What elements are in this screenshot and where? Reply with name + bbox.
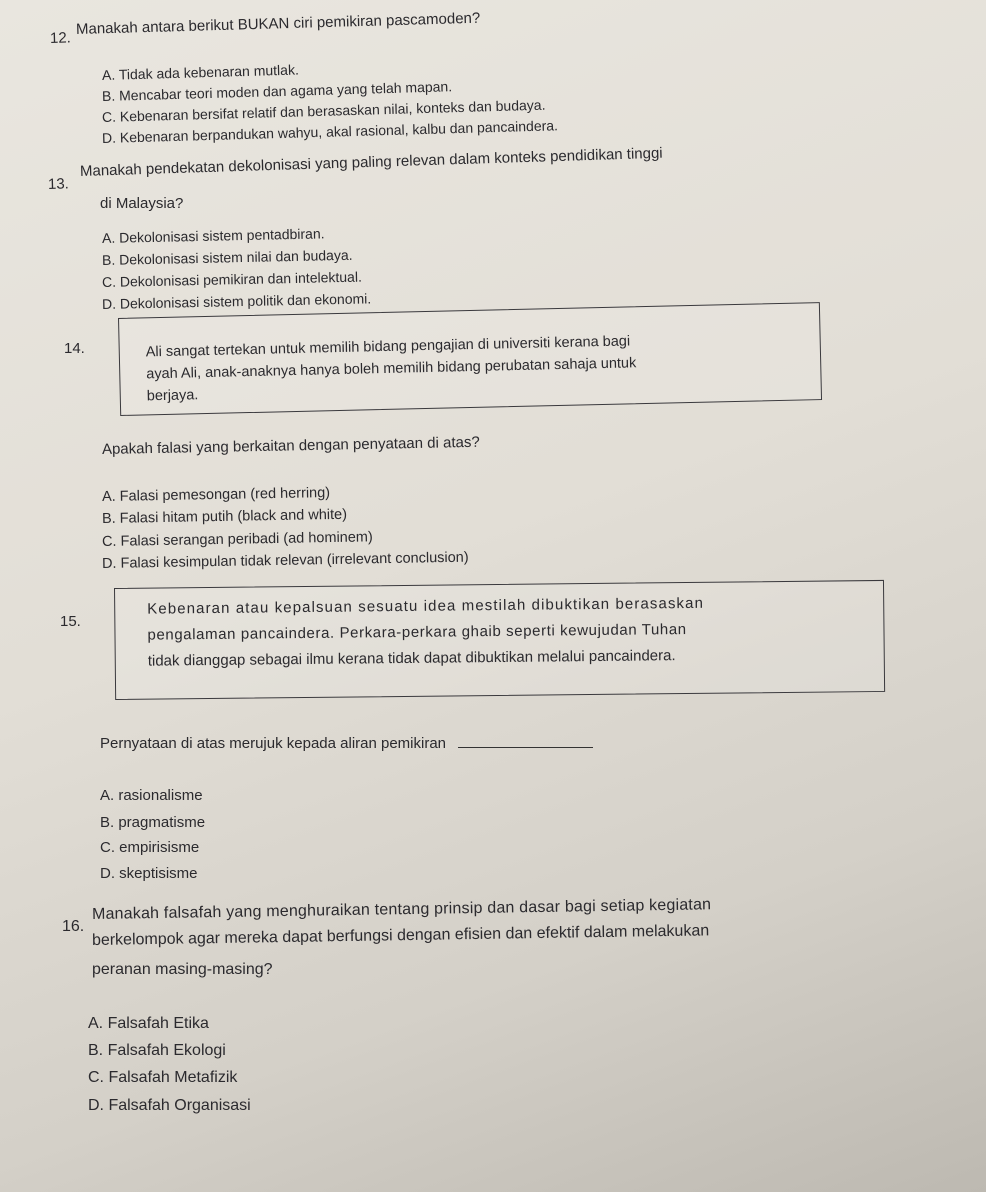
question-stem-continued: peranan masing-masing? bbox=[92, 961, 273, 978]
question-number: 13. bbox=[47, 175, 70, 193]
question-number: 16. bbox=[62, 918, 85, 935]
option-b[interactable]: B. Mencabar teori moden dan agama yang telah mapan. bbox=[101, 78, 453, 104]
option-d[interactable]: D. Falsafah Organisasi bbox=[88, 1097, 251, 1114]
question-stem-continued: berkelompok agar mereka dapat berfungsi dengan efisien dan efektif dalam melakukan bbox=[91, 922, 710, 949]
statement-box bbox=[114, 580, 885, 700]
option-c[interactable]: C. Dekolonisasi pemikiran dan intelektual. bbox=[101, 268, 363, 290]
question-number: 12. bbox=[49, 29, 72, 47]
option-d[interactable]: D. skeptisisme bbox=[100, 865, 198, 882]
option-d[interactable]: D. Falasi kesimpulan tidak relevan (irrelevant conclusion) bbox=[101, 549, 469, 572]
option-b[interactable]: B. Falsafah Ekologi bbox=[88, 1042, 226, 1059]
statement-line: pengalaman pancaindera. Perkara-perkara ghaib seperti kewujudan Tuhan bbox=[147, 621, 687, 644]
question-stem-text: Pernyataan di atas merujuk kepada aliran pemikiran bbox=[100, 735, 447, 752]
answer-blank[interactable] bbox=[458, 731, 593, 748]
option-b[interactable]: B. pragmatisme bbox=[100, 814, 206, 831]
question-stem: Manakah pendekatan dekolonisasi yang paling relevan dalam konteks pendidikan tinggi bbox=[79, 144, 663, 180]
statement-line: Kebenaran atau kepalsuan sesuatu idea mestilah dibuktikan berasaskan bbox=[147, 594, 705, 618]
question-stem: Manakah antara berikut BUKAN ciri pemikiran pascamoden? bbox=[75, 9, 481, 38]
question-stem bbox=[100, 731, 593, 752]
option-d[interactable]: D. Kebenaran berpandukan wahyu, akal rasional, kalbu dan pancaindera. bbox=[101, 117, 559, 146]
option-a[interactable]: A. rasionalisme bbox=[100, 787, 203, 804]
question-stem: Apakah falasi yang berkaitan dengan penyataan di atas? bbox=[101, 433, 480, 458]
option-a[interactable]: A. Dekolonisasi sistem pentadbiran. bbox=[101, 225, 325, 246]
option-c[interactable]: C. Falasi serangan peribadi (ad hominem) bbox=[101, 529, 373, 550]
question-number: 14. bbox=[64, 340, 85, 357]
question-stem: Manakah falsafah yang menghuraikan tentang prinsip dan dasar bagi setiap kegiatan bbox=[91, 896, 712, 923]
statement-line: berjaya. bbox=[146, 387, 199, 405]
option-c[interactable]: C. Falsafah Metafizik bbox=[88, 1069, 238, 1086]
question-number: 15. bbox=[60, 613, 81, 630]
option-a[interactable]: A. Falasi pemesongan (red herring) bbox=[101, 485, 331, 505]
statement-line: tidak dianggap sebagai ilmu kerana tidak dapat dibuktikan melalui pancaindera. bbox=[147, 647, 676, 670]
statement-line: ayah Ali, anak-anaknya hanya boleh memilih bidang perubatan sahaja untuk bbox=[146, 355, 637, 383]
option-c[interactable]: C. empirisisme bbox=[100, 839, 200, 856]
option-a[interactable]: A. Falsafah Etika bbox=[88, 1015, 209, 1032]
question-stem-continued: di Malaysia? bbox=[100, 195, 184, 212]
statement-line: Ali sangat tertekan untuk memilih bidang pengajian di universiti kerana bagi bbox=[145, 333, 631, 361]
option-a[interactable]: A. Tidak ada kebenaran mutlak. bbox=[101, 61, 300, 83]
option-b[interactable]: B. Falasi hitam putih (black and white) bbox=[101, 506, 348, 527]
statement-box bbox=[118, 302, 822, 416]
option-d[interactable]: D. Dekolonisasi sistem politik dan ekonomi. bbox=[101, 290, 372, 312]
option-b[interactable]: B. Dekolonisasi sistem nilai dan budaya. bbox=[101, 246, 353, 268]
option-c[interactable]: C. Kebenaran bersifat relatif dan berasaskan nilai, konteks dan budaya. bbox=[101, 96, 546, 125]
